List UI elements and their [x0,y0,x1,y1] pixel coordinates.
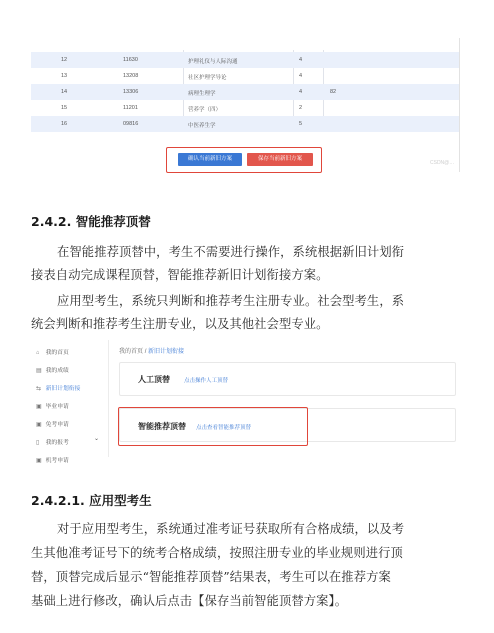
row-number: 14 [61,89,68,95]
course-code: 11201 [123,105,138,111]
course-credits: 2 [299,105,303,111]
course-name: 社区护理学导论 [188,75,227,81]
smart-replace-highlight [118,407,308,446]
paragraph-line: 应用型考生，系统只判断和推荐考生注册专业。社会型考生，系 [57,294,405,308]
paragraph-line: 对于应用型考生，系统通过准考证号获取所有合格成绩，以及考 [57,522,405,536]
course-score: 82 [330,89,337,95]
home-icon: ⌂ [36,350,40,356]
manual-replace-link[interactable]: 点击操作人工顶替 [184,378,229,384]
subsection-heading [31,491,152,509]
sidebar-item-computer-exam[interactable] [36,455,69,464]
subsection-number: 2.4.2.1. [31,493,85,508]
row-number: 12 [61,57,68,63]
paragraph-line: 统会判断和推荐考生注册专业，以及其他社会型专业。 [31,317,329,331]
row-number: 16 [61,121,68,127]
exam-icon: ▣ [36,458,42,464]
breadcrumb-separator: / [144,349,147,355]
sidebar-item-label: 免考申请 [45,422,69,428]
table-row [31,100,459,116]
table-row [31,84,459,100]
action-buttons-highlight [166,147,322,173]
paragraph-line: 在智能推荐顶替中，考生不需要进行操作，系统根据新旧计划衔 [57,245,405,259]
sidebar-item-label: 我的报考 [45,440,69,446]
course-code: 13306 [123,89,139,95]
swap-icon: ⇆ [36,386,41,392]
paragraph-line: 基础上进行修改，确认后点击【保存当前智能顶替方案】。 [31,594,348,608]
section-number: 2.4.2. [31,214,72,229]
course-name: 营养学（四） [188,107,222,113]
table-row [31,116,459,132]
chevron-down-icon: ⌄ [94,436,99,442]
sidebar-item-label: 我的成绩 [45,368,69,374]
exempt-icon: ▣ [36,422,42,428]
table-row [31,68,459,84]
manual-replace-title: 人工顶替 [138,375,170,384]
course-code: 13208 [123,73,139,79]
breadcrumb-home[interactable]: 我的首页 [119,349,144,355]
course-name: 病理生理学 [188,91,216,97]
save-plan-button[interactable]: 保存当前新旧方案 [247,153,313,166]
watermark: CSDN@… [430,160,455,166]
sidebar-item-label: 机考申请 [45,458,69,464]
section-heading [31,212,151,230]
course-credits: 5 [299,121,303,127]
sidebar-item-home[interactable] [36,347,69,356]
graduation-icon: ▣ [36,404,42,410]
breadcrumb-current: 新旧计划衔接 [148,349,185,355]
sidebar-item-registration[interactable] [36,437,102,446]
confirm-plan-button[interactable]: 确认当前新旧方案 [178,153,242,166]
breadcrumb [119,346,184,355]
course-code: 09816 [123,121,139,127]
subsection-title: 应用型考生 [89,493,152,508]
register-icon: ▯ [36,440,40,446]
paragraph-line: 替，顶替完成后显示“智能推荐顶替”结果表，考生可以在推荐方案 [31,570,391,584]
smart-replace-link[interactable]: 点击查看智能推荐顶替 [196,425,252,431]
course-credits: 4 [299,89,303,95]
course-code: 11630 [123,57,138,63]
sidebar-item-graduation[interactable] [36,401,69,410]
smart-replace-title: 智能推荐顶替 [138,422,186,431]
row-number: 15 [61,105,68,111]
grade-icon: ▤ [36,368,42,374]
course-credits: 4 [299,57,303,63]
sidebar-item-label: 毕业申请 [45,404,69,410]
sidebar-item-exemption[interactable] [36,419,69,428]
paragraph-line: 生其他准考证号下的统考合格成绩，按照注册专业的毕业规则进行顶 [31,546,403,560]
sidebar-item-label: 新旧计划衔接 [45,386,81,392]
course-name: 中医养生学 [188,123,216,129]
sidebar-item-plan-transition[interactable] [36,383,80,392]
sidebar-divider [108,340,109,457]
manual-replace-card [119,362,456,396]
course-credits: 4 [299,73,303,79]
table-row [31,52,459,68]
sidebar-item-grades[interactable] [36,365,69,374]
paragraph-line: 接表自动完成课程顶替，智能推荐新旧计划衔接方案。 [31,268,329,282]
sidebar-item-label: 我的首页 [45,350,69,356]
row-number: 13 [61,73,68,79]
course-name: 护理礼仪与人际沟通 [188,59,238,65]
section-title: 智能推荐顶替 [75,214,151,229]
